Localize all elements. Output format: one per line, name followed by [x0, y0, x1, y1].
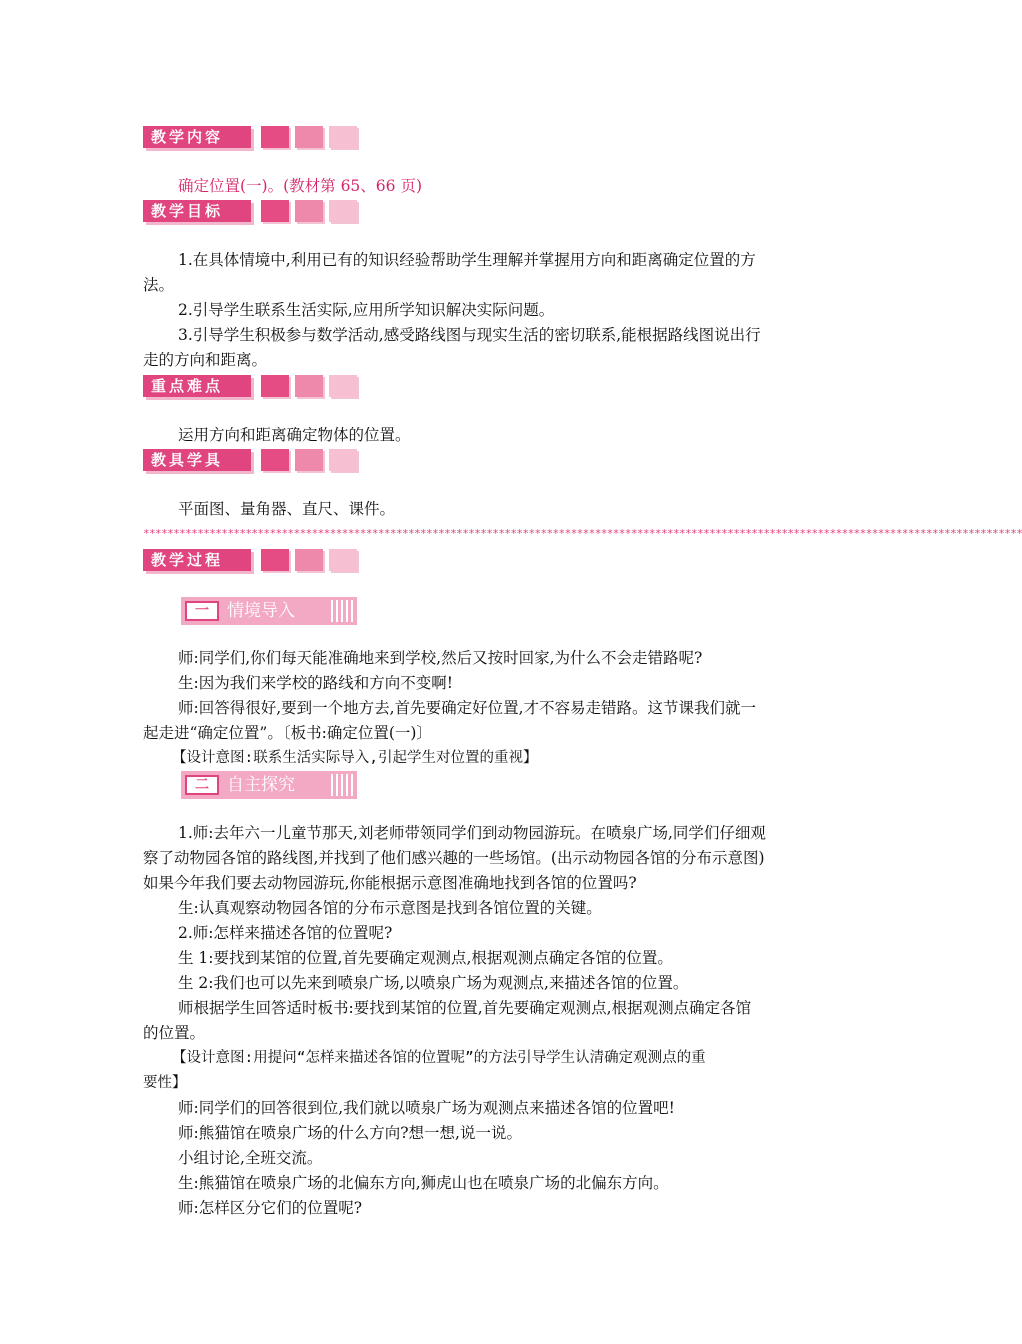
key-text: 运用方向和距离确定物体的位置。: [178, 426, 411, 444]
decor-square: [295, 126, 323, 148]
step-number: 一: [185, 601, 219, 621]
paragraph: 起走进“确定位置”。〔板书:确定位置(一)〕: [143, 724, 432, 742]
paragraph: 师:回答得很好,要到一个地方去,首先要确定好位置,才不容易走错路。这节课我们就一: [178, 699, 757, 717]
step-number: 二: [185, 775, 219, 795]
goal-1-line-2: 法。: [143, 276, 175, 294]
decor-square: [329, 126, 357, 148]
paragraph: 生 2:我们也可以先来到喷泉广场,以喷泉广场为观测点,来描述各馆的位置。: [178, 974, 689, 992]
decor-square: [295, 549, 323, 571]
decor-square: [329, 449, 357, 471]
star-divider: **************************************************************************************************************************************************: [143, 527, 1022, 540]
decor-square: [329, 549, 357, 571]
step-title: 情境导入: [227, 601, 295, 621]
paragraph: 的位置。: [143, 1024, 206, 1042]
design-intent: 【设计意图:用提问“怎样来描述各馆的位置呢”的方法引导学生认清确定观测点的重: [172, 1050, 706, 1066]
decor-square: [261, 549, 289, 571]
goal-2: 2.引导学生联系生活实际,应用所学知识解决实际问题。: [178, 301, 555, 319]
goal-3-line-1: 3.引导学生积极参与数学活动,感受路线图与现实生活的密切联系,能根据路线图说出行: [178, 326, 761, 344]
goal-3-line-2: 走的方向和距离。: [143, 351, 268, 369]
decor-square: [261, 126, 289, 148]
decor-square: [329, 200, 357, 222]
paragraph: 师:熊猫馆在喷泉广场的什么方向?想一想,说一说。: [178, 1124, 522, 1142]
decor-square: [295, 375, 323, 397]
stripe-decoration: [331, 774, 353, 796]
stripe-decoration: [331, 600, 353, 622]
paragraph: 小组讨论,全班交流。: [178, 1149, 323, 1167]
tools-text: 平面图、量角器、直尺、课件。: [178, 500, 396, 518]
paragraph: 师:怎样区分它们的位置呢?: [178, 1199, 363, 1217]
decor-square: [329, 375, 357, 397]
paragraph: 生:熊猫馆在喷泉广场的北偏东方向,狮虎山也在喷泉广场的北偏东方向。: [178, 1174, 669, 1192]
paragraph: 2.师:怎样来描述各馆的位置呢?: [178, 924, 393, 942]
design-intent: 【设计意图:联系生活实际导入,引起学生对位置的重视】: [172, 750, 538, 766]
paragraph: 生 1:要找到某馆的位置,首先要确定观测点,根据观测点确定各馆的位置。: [178, 949, 673, 967]
paragraph: 察了动物园各馆的路线图,并找到了他们感兴趣的一些场馆。(出示动物园各馆的分布示意图): [143, 849, 765, 867]
decor-square: [261, 375, 289, 397]
paragraph: 师根据学生回答适时板书:要找到某馆的位置,首先要确定观测点,根据观测点确定各馆: [178, 999, 752, 1017]
goal-1-line-1: 1.在具体情境中,利用已有的知识经验帮助学生理解并掌握用方向和距离确定位置的方: [178, 251, 756, 269]
step-title: 自主探究: [227, 775, 295, 795]
paragraph: 师:同学们的回答很到位,我们就以喷泉广场为观测点来描述各馆的位置吧!: [178, 1099, 675, 1117]
step-banner-2: [181, 771, 357, 799]
paragraph: 生:认真观察动物园各馆的分布示意图是找到各馆位置的关键。: [178, 899, 602, 917]
decor-square: [261, 449, 289, 471]
section-label: 教学内容: [143, 126, 251, 148]
section-label: 教学目标: [143, 200, 251, 222]
paragraph: 如果今年我们要去动物园游玩,你能根据示意图准确地找到各馆的位置吗?: [143, 874, 637, 892]
decor-square: [261, 200, 289, 222]
section-label: 教具学具: [143, 449, 251, 471]
step-banner-1: [181, 597, 357, 625]
paragraph: 师:同学们,你们每天能准确地来到学校,然后又按时回家,为什么不会走错路呢?: [178, 649, 703, 667]
paragraph: 生:因为我们来学校的路线和方向不变啊!: [178, 674, 453, 692]
decor-square: [295, 449, 323, 471]
section-label: 重点难点: [143, 375, 251, 397]
design-intent: 要性】: [143, 1075, 187, 1091]
decor-square: [295, 200, 323, 222]
content-text: 确定位置(一)。(教材第 65、66 页): [178, 177, 422, 195]
section-label: 教学过程: [143, 549, 251, 571]
paragraph: 1.师:去年六一儿童节那天,刘老师带领同学们到动物园游玩。在喷泉广场,同学们仔细观: [178, 824, 766, 842]
